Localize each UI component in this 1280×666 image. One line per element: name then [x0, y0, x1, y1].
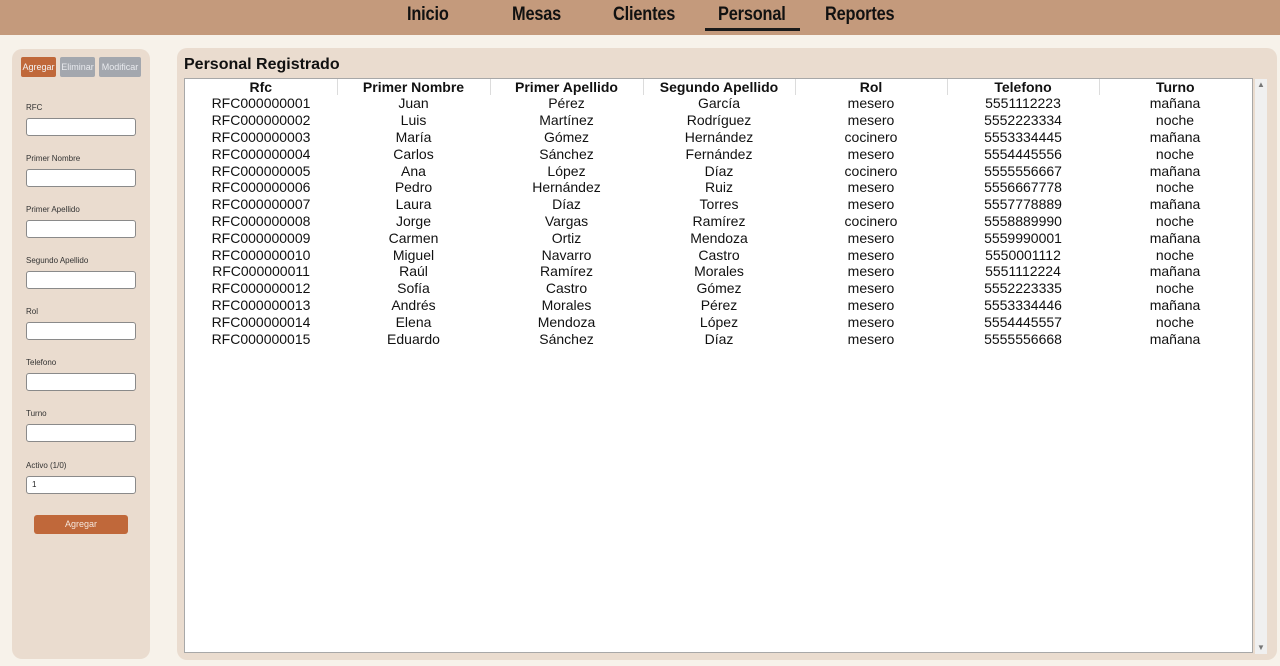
primer-apellido-cell: Gómez	[543, 128, 590, 145]
agregar-mode-button[interactable]: Agregar	[21, 57, 56, 77]
segundo-apellido-cell: Fernández	[685, 145, 753, 162]
modificar-mode-button[interactable]: Modificar	[99, 57, 141, 77]
rol-cell: mesero	[847, 145, 895, 162]
column-header-primer-nombre[interactable]: Primer Nombre	[337, 79, 490, 95]
primer-apellido-cell: Sánchez	[539, 330, 594, 347]
primer-apellido-cell: Díaz	[552, 196, 581, 213]
scroll-up-arrow-icon[interactable]: ▲	[1257, 80, 1265, 89]
segundo-apellido-cell: Mendoza	[690, 229, 748, 246]
table-scrollbar[interactable]	[1255, 79, 1267, 654]
table-row[interactable]	[185, 330, 1251, 347]
primer-nombre-cell: Jorge	[395, 212, 432, 229]
turno-label: Turno	[26, 409, 47, 418]
primer-apellido-cell: Vargas	[544, 212, 589, 229]
telefono-cell: 5552223334	[984, 112, 1062, 129]
primer-nombre-cell: Sofía	[397, 280, 430, 297]
rfc-cell: RFC000000006	[211, 179, 311, 196]
turno-cell: noche	[1155, 313, 1195, 330]
rol-cell: mesero	[847, 229, 895, 246]
rfc-cell: RFC000000014	[211, 313, 311, 330]
rol-cell: mesero	[847, 296, 895, 313]
primer-apellido-cell: Mendoza	[537, 313, 596, 330]
turno-cell: mañana	[1149, 330, 1201, 347]
turno-cell: mañana	[1149, 162, 1201, 179]
turno-cell: mañana	[1149, 296, 1201, 313]
table-row[interactable]	[185, 229, 1251, 246]
rol-cell: mesero	[847, 112, 895, 129]
table-row[interactable]	[185, 112, 1251, 129]
primer-nombre-cell: Elena	[395, 313, 432, 330]
rol-cell: mesero	[847, 263, 895, 280]
telefono-cell: 5555556668	[984, 330, 1062, 347]
segundo-apellido-cell: Gómez	[696, 280, 742, 297]
top-nav-bar	[0, 0, 1280, 35]
column-header-segundo-apellido[interactable]: Segundo Apellido	[643, 79, 795, 95]
rol-cell: mesero	[847, 330, 895, 347]
telefono-cell: 5555556667	[984, 162, 1062, 179]
telefono-cell: 5556667778	[984, 179, 1062, 196]
telefono-cell: 5552223335	[984, 280, 1062, 297]
turno-cell: mañana	[1149, 128, 1201, 145]
nav-item-personal[interactable]: Personal	[718, 4, 786, 25]
rol-cell: mesero	[847, 179, 895, 196]
primer-apellido-cell: Morales	[541, 296, 592, 313]
rol-label: Rol	[26, 307, 39, 316]
primer-nombre-cell: Carlos	[393, 145, 434, 162]
segundo-apellido-cell: Ramírez	[692, 212, 746, 229]
turno-cell: mañana	[1149, 95, 1201, 112]
rfc-cell: RFC000000001	[211, 95, 311, 112]
personal-table	[185, 79, 1251, 347]
primer-nombre-cell: Raúl	[399, 263, 428, 280]
rol-cell: mesero	[847, 95, 895, 112]
nav-item-inicio[interactable]: Inicio	[407, 4, 449, 25]
telefono-cell: 5550001112	[985, 246, 1061, 263]
turno-cell: noche	[1155, 179, 1195, 196]
primer-nombre-cell: Ana	[401, 162, 426, 179]
turno-cell: noche	[1155, 212, 1195, 229]
segundo-apellido-cell: García	[697, 95, 740, 112]
table-row[interactable]	[185, 297, 1251, 314]
rol-cell: cocinero	[844, 128, 898, 145]
primer-apellido-cell: Sánchez	[539, 145, 594, 162]
segundo-apellido-cell: Ruiz	[704, 179, 733, 196]
activo-input[interactable]: 1	[26, 476, 136, 494]
turno-input[interactable]	[26, 424, 136, 442]
segundo-apellido-cell: López	[699, 313, 739, 330]
turno-cell: mañana	[1149, 229, 1201, 246]
rol-cell: mesero	[847, 313, 895, 330]
table-row[interactable]	[185, 179, 1251, 196]
primer-nombre-cell: Carmen	[388, 229, 439, 246]
primer-nombre-cell: Pedro	[394, 179, 433, 196]
eliminar-mode-button[interactable]: Eliminar	[60, 57, 95, 77]
column-header-primer-apellido[interactable]: Primer Apellido	[490, 79, 643, 95]
segundo-apellido-cell: Castro	[698, 246, 740, 263]
segundo-apellido-cell: Rodríguez	[686, 112, 752, 129]
segundo-apellido-label: Segundo Apellido	[26, 256, 89, 265]
rfc-cell: RFC000000010	[211, 246, 311, 263]
primer-nombre-cell: Laura	[395, 196, 432, 213]
rfc-cell: RFC000000011	[212, 263, 310, 280]
table-body	[185, 95, 1251, 347]
sidebar-form-panel	[12, 49, 150, 659]
nav-item-mesas[interactable]: Mesas	[512, 4, 562, 25]
segundo-apellido-cell: Díaz	[704, 162, 734, 179]
nav-item-clientes[interactable]: Clientes	[613, 4, 676, 25]
table-row[interactable]	[185, 213, 1251, 230]
rol-cell: mesero	[847, 246, 895, 263]
column-header-rfc[interactable]: Rfc	[185, 79, 337, 95]
rfc-cell: RFC000000002	[211, 112, 311, 129]
telefono-cell: 5551112223	[985, 95, 1061, 112]
primer-apellido-cell: López	[547, 162, 586, 179]
agregar-submit-button[interactable]: Agregar	[34, 515, 128, 534]
table-row[interactable]	[185, 313, 1251, 330]
primer-nombre-label: Primer Nombre	[26, 154, 81, 163]
telefono-label: Telefono	[26, 358, 57, 367]
telefono-cell: 5553334446	[984, 296, 1062, 313]
column-header-telefono[interactable]: Telefono	[947, 79, 1099, 95]
primer-nombre-cell: Andrés	[391, 296, 436, 313]
turno-cell: noche	[1155, 145, 1195, 162]
turno-cell: mañana	[1149, 196, 1201, 213]
primer-apellido-input[interactable]	[26, 220, 136, 238]
primer-apellido-cell: Hernández	[532, 179, 601, 196]
primer-apellido-cell: Ramírez	[540, 263, 593, 280]
rfc-cell: RFC000000013	[211, 296, 311, 313]
segundo-apellido-cell: Díaz	[704, 330, 734, 347]
primer-nombre-cell: Miguel	[392, 246, 435, 263]
rfc-cell: RFC000000003	[211, 128, 311, 145]
nav-item-reportes[interactable]: Reportes	[825, 4, 895, 25]
telefono-cell: 5551112224	[985, 263, 1061, 280]
turno-cell: mañana	[1149, 263, 1201, 280]
rol-cell: cocinero	[844, 212, 898, 229]
rfc-cell: RFC000000005	[211, 162, 311, 179]
table-row[interactable]	[185, 263, 1251, 280]
rfc-label: RFC	[26, 103, 43, 112]
personal-table-container	[184, 78, 1253, 653]
rol-cell: cocinero	[844, 162, 898, 179]
rfc-cell: RFC000000012	[211, 280, 311, 297]
turno-cell: noche	[1155, 112, 1195, 129]
rfc-cell: RFC000000015	[211, 330, 311, 347]
primer-apellido-cell: Castro	[545, 280, 588, 297]
primer-apellido-cell: Ortiz	[551, 229, 582, 246]
page-title: Personal Registrado	[184, 56, 340, 73]
table-row[interactable]	[185, 196, 1251, 213]
primer-nombre-input[interactable]	[26, 169, 136, 187]
telefono-cell: 5553334445	[984, 128, 1062, 145]
turno-cell: noche	[1155, 280, 1195, 297]
rfc-cell: RFC000000008	[211, 212, 311, 229]
segundo-apellido-cell: Pérez	[700, 296, 738, 313]
rol-cell: mesero	[847, 280, 895, 297]
telefono-cell: 5559990001	[984, 229, 1062, 246]
rfc-cell: RFC000000009	[211, 229, 311, 246]
table-row[interactable]	[185, 129, 1251, 146]
scroll-down-arrow-icon[interactable]: ▼	[1257, 643, 1265, 652]
table-row[interactable]	[185, 145, 1251, 162]
telefono-cell: 5557778889	[984, 196, 1062, 213]
table-row[interactable]	[185, 95, 1251, 112]
rol-cell: mesero	[847, 196, 895, 213]
rol-input[interactable]	[26, 322, 136, 340]
telefono-cell: 5554445557	[984, 313, 1062, 330]
telefono-cell: 5554445556	[984, 145, 1062, 162]
primer-apellido-cell: Martínez	[539, 112, 594, 129]
rfc-cell: RFC000000007	[211, 196, 311, 213]
rfc-input[interactable]	[26, 118, 136, 136]
segundo-apellido-input[interactable]	[26, 271, 136, 289]
primer-apellido-cell: Pérez	[548, 95, 585, 112]
segundo-apellido-cell: Morales	[694, 263, 744, 280]
table-row[interactable]	[185, 246, 1251, 263]
table-header-row	[185, 79, 1251, 95]
column-header-turno[interactable]: Turno	[1155, 78, 1195, 95]
segundo-apellido-cell: Torres	[699, 196, 739, 213]
column-header-rol[interactable]: Rol	[795, 79, 947, 95]
activo-label: Activo (1/0)	[26, 461, 67, 470]
primer-nombre-cell: María	[395, 128, 432, 145]
telefono-cell: 5558889990	[984, 212, 1062, 229]
nav-active-indicator	[705, 28, 800, 31]
telefono-input[interactable]	[26, 373, 136, 391]
primer-nombre-cell: Luis	[400, 112, 427, 129]
table-row[interactable]	[185, 162, 1251, 179]
turno-cell: noche	[1155, 246, 1195, 263]
primer-nombre-cell: Eduardo	[387, 330, 440, 347]
table-row[interactable]	[185, 280, 1251, 297]
personal-table-panel	[177, 48, 1277, 660]
primer-apellido-label: Primer Apellido	[26, 205, 80, 214]
primer-nombre-cell: Juan	[398, 95, 429, 112]
rfc-cell: RFC000000004	[211, 145, 311, 162]
primer-apellido-cell: Navarro	[541, 246, 592, 263]
segundo-apellido-cell: Hernández	[684, 128, 754, 145]
